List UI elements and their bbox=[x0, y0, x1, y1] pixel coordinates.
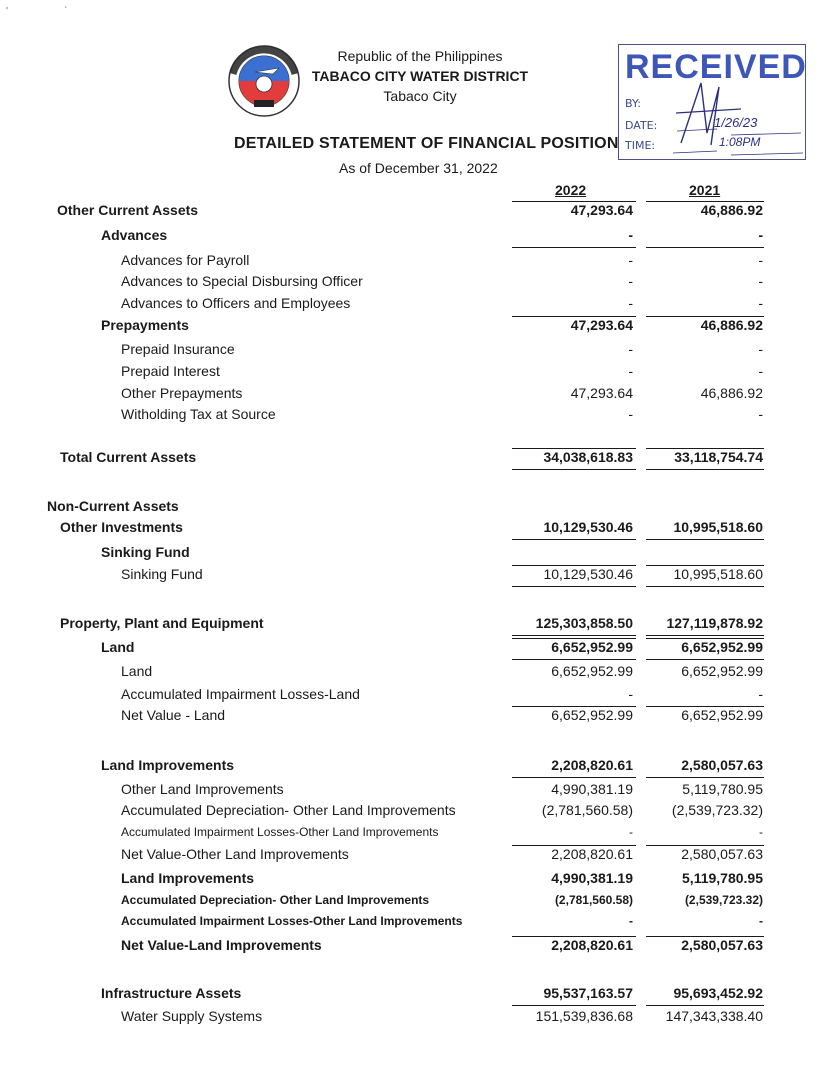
table-row bbox=[0, 295, 820, 317]
row-label: Accumulated Depreciation- Other Land Improvements bbox=[121, 802, 456, 818]
table-row bbox=[0, 273, 820, 295]
row-label: Accumulated Impairment Losses-Other Land Improvements bbox=[121, 825, 439, 839]
row-label: Total Current Assets bbox=[60, 449, 197, 465]
value-2022: - bbox=[628, 252, 633, 268]
table-row bbox=[0, 825, 820, 847]
value-2022: 4,990,381.19 bbox=[551, 781, 633, 797]
row-label: Non-Current Assets bbox=[47, 498, 179, 514]
table-row bbox=[0, 363, 820, 385]
value-2021: - bbox=[758, 341, 763, 357]
value-2022: (2,781,560.58) bbox=[541, 802, 633, 818]
value-2021: 46,886.92 bbox=[700, 202, 763, 218]
value-2021: 2,580,057.63 bbox=[681, 757, 763, 773]
value-2022: 6,652,952.99 bbox=[551, 663, 633, 679]
value-2022: 2,208,820.61 bbox=[551, 846, 633, 862]
row-label: Sinking Fund bbox=[101, 544, 190, 560]
table-row bbox=[0, 846, 820, 868]
value-2021: 2,580,057.63 bbox=[681, 937, 763, 953]
row-label: Other Land Improvements bbox=[121, 781, 284, 797]
value-2022: (2,781,560.58) bbox=[554, 893, 633, 907]
value-2022: 2,208,820.61 bbox=[551, 757, 633, 773]
total-rule bbox=[512, 635, 636, 636]
row-label: Net Value-Other Land Improvements bbox=[121, 846, 349, 862]
table-row bbox=[0, 615, 820, 637]
table-row bbox=[0, 985, 820, 1007]
page-subtitle: As of December 31, 2022 bbox=[339, 160, 498, 176]
total-rule bbox=[512, 638, 636, 639]
value-2022: 10,129,530.46 bbox=[543, 566, 633, 582]
city-line: Tabaco City bbox=[383, 88, 457, 104]
row-label: Land bbox=[121, 663, 153, 679]
value-2021: 6,652,952.99 bbox=[681, 639, 763, 655]
value-2021: - bbox=[759, 825, 763, 839]
value-2022: - bbox=[628, 295, 633, 311]
row-label: Sinking Fund bbox=[121, 566, 203, 582]
total-rule bbox=[646, 539, 764, 540]
row-label: Net Value - Land bbox=[121, 707, 226, 723]
value-2021: 5,119,780.95 bbox=[682, 781, 763, 797]
table-row bbox=[0, 639, 820, 661]
stamp-time: TIME: bbox=[625, 139, 656, 152]
received-stamp bbox=[618, 44, 806, 160]
total-rule bbox=[512, 706, 636, 707]
row-label: Infrastructure Assets bbox=[101, 985, 242, 1001]
row-label: Advances for Payroll bbox=[121, 252, 250, 268]
table-row bbox=[0, 707, 820, 729]
table-row bbox=[0, 1008, 820, 1030]
value-2021: (2,539,723.32) bbox=[671, 802, 763, 818]
table-row bbox=[0, 937, 820, 959]
value-2021: 46,886.92 bbox=[700, 317, 763, 333]
table-row bbox=[0, 802, 820, 824]
total-rule bbox=[646, 635, 764, 636]
value-2021: 2,580,057.63 bbox=[681, 846, 763, 862]
value-2022: 47,293.64 bbox=[570, 317, 633, 333]
value-2021: 95,693,452.92 bbox=[673, 985, 763, 1001]
value-2021: 10,995,518.60 bbox=[673, 519, 763, 535]
value-2021: 33,118,754.74 bbox=[674, 449, 763, 465]
total-rule bbox=[646, 1005, 764, 1006]
value-2021: (2,539,723.32) bbox=[684, 893, 763, 907]
table-row bbox=[0, 498, 820, 520]
value-2022: 47,293.64 bbox=[570, 385, 633, 401]
row-label: Prepaid Insurance bbox=[121, 341, 235, 357]
value-2021: 147,343,338.40 bbox=[665, 1008, 763, 1024]
table-row bbox=[0, 519, 820, 541]
column-2021: 2021 bbox=[689, 182, 721, 198]
total-rule bbox=[646, 638, 764, 639]
total-rule bbox=[512, 1005, 636, 1006]
stamp-by: BY: bbox=[625, 97, 641, 110]
table-row bbox=[0, 914, 820, 936]
total-rule bbox=[646, 659, 764, 660]
total-rule bbox=[646, 845, 764, 846]
total-rule bbox=[512, 845, 636, 846]
value-2022: - bbox=[629, 914, 633, 928]
total-rule bbox=[512, 539, 636, 540]
table-row bbox=[0, 757, 820, 779]
table-row bbox=[0, 202, 820, 224]
value-2021: - bbox=[758, 406, 763, 422]
value-2021: 6,652,952.99 bbox=[681, 663, 763, 679]
row-label: Advances to Officers and Employees bbox=[121, 295, 351, 311]
value-2022: 125,303,858.50 bbox=[535, 615, 633, 631]
row-label: Accumulated Depreciation- Other Land Improvements bbox=[121, 893, 430, 907]
value-2021: - bbox=[758, 363, 763, 379]
stamp-word: RECEIVED bbox=[625, 48, 807, 86]
column-2022: 2022 bbox=[555, 182, 587, 198]
value-2022: - bbox=[629, 825, 633, 839]
row-label: Advances to Special Disbursing Officer bbox=[121, 273, 363, 289]
total-rule bbox=[512, 565, 636, 566]
value-2022: 2,208,820.61 bbox=[551, 937, 633, 953]
water-district-seal-icon bbox=[227, 44, 301, 118]
total-rule bbox=[646, 586, 764, 587]
row-label: Accumulated Impairment Losses-Land bbox=[121, 686, 360, 702]
total-rule bbox=[646, 777, 764, 778]
value-2021: - bbox=[759, 914, 763, 928]
table-row bbox=[0, 341, 820, 363]
total-rule bbox=[512, 247, 636, 248]
total-rule bbox=[646, 247, 764, 248]
total-rule bbox=[646, 469, 764, 470]
row-label: Net Value-Land Improvements bbox=[121, 937, 322, 953]
value-2021: 10,995,518.60 bbox=[673, 566, 763, 582]
total-rule bbox=[646, 201, 764, 202]
row-label: Land bbox=[101, 639, 135, 655]
document-header bbox=[0, 0, 820, 190]
table-row bbox=[0, 544, 820, 566]
stamp-date: DATE: bbox=[625, 119, 658, 132]
value-2022: 6,652,952.99 bbox=[551, 707, 633, 723]
value-2021: 6,652,952.99 bbox=[681, 707, 763, 723]
value-2022: - bbox=[628, 363, 633, 379]
row-label: Witholding Tax at Source bbox=[121, 406, 276, 422]
value-2021: 46,886.92 bbox=[700, 385, 763, 401]
value-2022: 95,537,163.57 bbox=[543, 985, 633, 1001]
total-rule bbox=[646, 706, 764, 707]
total-rule bbox=[512, 586, 636, 587]
value-2022: 4,990,381.19 bbox=[551, 870, 633, 886]
total-rule bbox=[646, 448, 764, 449]
total-rule bbox=[646, 936, 764, 937]
table-row bbox=[0, 893, 820, 915]
table-row bbox=[0, 406, 820, 428]
row-label: Other Prepayments bbox=[121, 385, 243, 401]
value-2022: - bbox=[628, 227, 633, 243]
table-row bbox=[0, 252, 820, 274]
agency-name: TABACO CITY WATER DISTRICT bbox=[311, 68, 529, 84]
row-label: Accumulated Impairment Losses-Other Land Improvements bbox=[121, 914, 463, 928]
table-row bbox=[0, 870, 820, 892]
value-2022: 10,129,530.46 bbox=[543, 519, 633, 535]
row-label: Land Improvements bbox=[121, 870, 255, 886]
row-label: Water Supply Systems bbox=[121, 1008, 263, 1024]
total-rule bbox=[646, 316, 764, 317]
total-rule bbox=[512, 777, 636, 778]
page-title: DETAILED STATEMENT OF FINANCIAL POSITION bbox=[234, 135, 619, 152]
signature-icon bbox=[671, 73, 811, 159]
value-2022: - bbox=[628, 273, 633, 289]
total-rule bbox=[512, 316, 636, 317]
value-2022: - bbox=[628, 686, 633, 702]
value-2021: - bbox=[758, 252, 763, 268]
value-2022: 34,038,618.83 bbox=[543, 449, 633, 465]
row-label: Advances bbox=[101, 227, 168, 243]
agency-block bbox=[300, 46, 540, 106]
value-2022: 47,293.64 bbox=[570, 202, 633, 218]
value-2021: 5,119,780.95 bbox=[682, 870, 763, 886]
total-rule bbox=[646, 565, 764, 566]
total-rule bbox=[512, 448, 636, 449]
value-2021: - bbox=[758, 686, 763, 702]
scan-mark: ' bbox=[6, 6, 8, 17]
row-label: Land Improvements bbox=[101, 757, 235, 773]
row-label: Prepayments bbox=[101, 317, 189, 333]
table-row bbox=[0, 449, 820, 471]
value-2021: - bbox=[758, 273, 763, 289]
table-row bbox=[0, 317, 820, 339]
table-row bbox=[0, 227, 820, 249]
value-2022: 151,539,836.68 bbox=[535, 1008, 633, 1024]
total-rule bbox=[512, 469, 636, 470]
row-label: Property, Plant and Equipment bbox=[60, 615, 264, 631]
scan-mark: ` bbox=[64, 6, 68, 17]
table-row bbox=[0, 385, 820, 407]
republic-line: Republic of the Philippines bbox=[337, 48, 503, 64]
table-row bbox=[0, 686, 820, 708]
value-2021: 127,119,878.92 bbox=[666, 615, 763, 631]
value-2021: - bbox=[758, 227, 763, 243]
value-2022: - bbox=[628, 406, 633, 422]
stamp-date-value: 1/26/23 bbox=[714, 115, 758, 130]
row-label: Other Current Assets bbox=[57, 202, 199, 218]
table-row bbox=[0, 781, 820, 803]
value-2021: - bbox=[758, 295, 763, 311]
total-rule bbox=[512, 659, 636, 660]
table-row bbox=[0, 663, 820, 685]
total-rule bbox=[512, 201, 636, 202]
value-2022: 6,652,952.99 bbox=[551, 639, 633, 655]
row-label: Other Investments bbox=[60, 519, 183, 535]
total-rule bbox=[512, 936, 636, 937]
value-2022: - bbox=[628, 341, 633, 357]
table-row bbox=[0, 566, 820, 588]
stamp-time-value: 1:08PM bbox=[719, 135, 761, 149]
row-label: Prepaid Interest bbox=[121, 363, 220, 379]
